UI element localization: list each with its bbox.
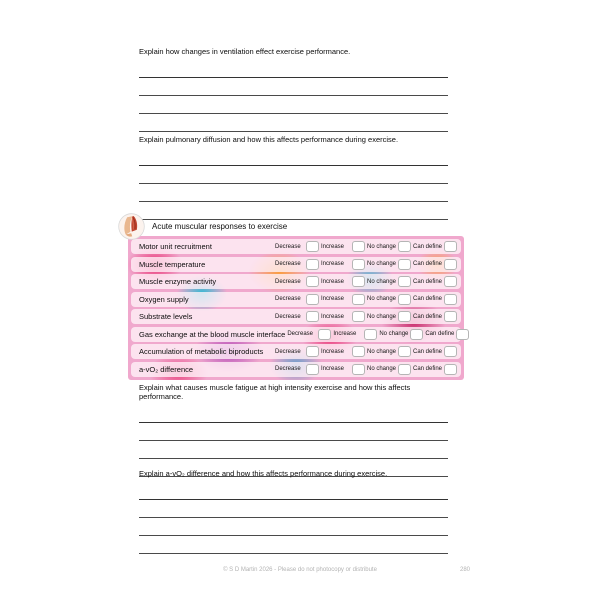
option-label: Decrease: [275, 243, 301, 250]
row-label: Oxygen supply: [139, 294, 189, 304]
option-label: No change: [367, 296, 397, 302]
option-label: Can define: [413, 243, 443, 250]
row-label: Muscle temperature: [139, 259, 206, 269]
option-checkbox[interactable]: [306, 294, 319, 305]
response-option: [367, 259, 411, 270]
response-option: [321, 276, 365, 287]
option-checkbox[interactable]: [306, 259, 319, 270]
response-option: [413, 294, 457, 305]
row-options: [273, 346, 457, 357]
response-option: [275, 294, 319, 305]
response-option: [425, 329, 469, 340]
answer-lines: [139, 148, 448, 220]
option-label: Increase: [333, 331, 357, 337]
option-label: Increase: [321, 366, 345, 372]
option-label: Decrease: [275, 278, 301, 285]
answer-lines: [139, 482, 448, 554]
row-options: [273, 311, 457, 322]
response-option: [367, 311, 411, 322]
response-option: [321, 364, 365, 375]
option-label: Decrease: [275, 313, 301, 320]
response-option: [275, 346, 319, 357]
response-option: [321, 259, 365, 270]
option-checkbox[interactable]: [444, 311, 457, 322]
response-option: [367, 346, 411, 357]
response-table: [128, 216, 464, 380]
table-row: [131, 309, 461, 324]
table-row: [131, 344, 461, 359]
option-label: Increase: [321, 296, 345, 302]
table-row: [131, 327, 461, 342]
row-label: Motor unit recruitment: [139, 242, 212, 251]
option-checkbox[interactable]: [444, 364, 457, 375]
option-checkbox[interactable]: [398, 259, 411, 270]
response-option: [287, 329, 331, 340]
row-options: [273, 259, 457, 270]
copyright-text: © S D Martin 2026 - Please do not photocopy or distribute: [223, 567, 377, 573]
option-checkbox[interactable]: [352, 241, 365, 252]
response-option: [275, 259, 319, 270]
response-option: [413, 311, 457, 322]
response-option: [275, 241, 319, 252]
option-label: No change: [367, 366, 397, 372]
option-checkbox[interactable]: [398, 294, 411, 305]
question-block-ventilation: [139, 47, 448, 132]
answer-line: [139, 166, 448, 184]
response-option: [321, 241, 365, 252]
option-label: No change: [379, 331, 409, 337]
table-row: [131, 274, 461, 289]
option-label: Can define: [413, 313, 443, 320]
response-table-title: Acute muscular responses to exercise: [152, 221, 288, 231]
option-checkbox[interactable]: [306, 311, 319, 322]
row-options: [273, 364, 457, 375]
option-label: Can define: [413, 348, 443, 355]
response-option: [321, 311, 365, 322]
response-option: [413, 259, 457, 270]
row-options: [273, 241, 457, 252]
table-row: [131, 362, 461, 377]
option-checkbox[interactable]: [306, 346, 319, 357]
answer-line: [139, 482, 448, 500]
option-label: Can define: [413, 278, 443, 285]
response-option: [413, 364, 457, 375]
option-label: Can define: [413, 261, 443, 267]
answer-line: [139, 536, 448, 554]
option-checkbox[interactable]: [398, 364, 411, 375]
answer-line: [139, 78, 448, 96]
option-checkbox[interactable]: [398, 241, 411, 252]
question-block-avo2-difference: [139, 469, 448, 554]
option-checkbox[interactable]: [410, 329, 423, 340]
response-option: [413, 276, 457, 287]
response-option: [367, 364, 411, 375]
option-label: Increase: [321, 261, 345, 267]
row-options: [273, 294, 457, 305]
option-label: No change: [367, 261, 397, 267]
question-block-muscle-fatigue: [139, 383, 448, 477]
option-checkbox[interactable]: [364, 329, 377, 340]
answer-lines: [139, 405, 448, 477]
row-label: a-vO₂ difference: [139, 364, 194, 374]
option-checkbox[interactable]: [352, 364, 365, 375]
row-options: [273, 276, 457, 287]
question-prompt: Explain how changes in ventilation effect exercise performance.: [139, 47, 351, 56]
option-checkbox[interactable]: [444, 276, 457, 287]
row-label: Substrate levels: [139, 312, 193, 321]
option-checkbox[interactable]: [352, 276, 365, 287]
answer-lines: [139, 60, 448, 132]
response-option: [275, 276, 319, 287]
option-checkbox[interactable]: [444, 241, 457, 252]
answer-line: [139, 500, 448, 518]
table-row: [131, 257, 461, 272]
option-label: Decrease: [287, 331, 314, 337]
option-checkbox[interactable]: [306, 276, 319, 287]
response-option: [413, 346, 457, 357]
response-table-header: [128, 216, 464, 236]
option-label: Decrease: [275, 366, 301, 372]
answer-line: [139, 96, 448, 114]
answer-line: [139, 405, 448, 423]
table-row: [131, 292, 461, 307]
answer-line: [139, 114, 448, 132]
option-checkbox[interactable]: [352, 311, 365, 322]
question-prompt: Explain pulmonary diffusion and how this affects performance during exercise.: [139, 135, 399, 144]
option-label: Increase: [321, 243, 345, 250]
response-option: [367, 294, 411, 305]
flexed-arm-muscle-icon: [118, 213, 145, 240]
option-label: Can define: [413, 296, 443, 302]
option-label: No change: [367, 313, 397, 320]
answer-line: [139, 441, 448, 459]
option-label: Increase: [321, 278, 345, 285]
response-option: [413, 241, 457, 252]
response-option: [379, 329, 423, 340]
page-footer: [0, 567, 600, 579]
option-checkbox[interactable]: [398, 311, 411, 322]
answer-line: [139, 423, 448, 441]
answer-line: [139, 184, 448, 202]
option-label: Decrease: [275, 296, 301, 302]
option-checkbox[interactable]: [398, 346, 411, 357]
option-checkbox[interactable]: [318, 329, 331, 340]
row-options: [285, 329, 469, 340]
row-label: Muscle enzyme activity: [139, 277, 217, 286]
option-label: Decrease: [275, 261, 301, 267]
option-checkbox[interactable]: [352, 294, 365, 305]
option-label: No change: [367, 278, 397, 285]
response-option: [333, 329, 377, 340]
option-checkbox[interactable]: [398, 276, 411, 287]
answer-line: [139, 148, 448, 166]
response-option: [275, 311, 319, 322]
option-label: No change: [367, 348, 397, 355]
row-label: Gas exchange at the blood muscle interface: [139, 329, 286, 339]
option-label: Increase: [321, 313, 345, 320]
page-number: 280: [459, 567, 470, 573]
response-table-body: [128, 236, 464, 380]
option-label: Can define: [425, 331, 455, 337]
response-option: [321, 346, 365, 357]
option-checkbox[interactable]: [456, 329, 469, 340]
option-checkbox[interactable]: [444, 346, 457, 357]
response-option: [275, 364, 319, 375]
question-block-pulmonary-diffusion: [139, 135, 448, 220]
answer-line: [139, 60, 448, 78]
option-checkbox[interactable]: [444, 259, 457, 270]
option-checkbox[interactable]: [306, 241, 319, 252]
question-prompt: Explain a-vO₂ difference and how this affects performance during exercise.: [139, 469, 388, 478]
option-label: Can define: [413, 366, 443, 372]
option-checkbox[interactable]: [444, 294, 457, 305]
option-checkbox[interactable]: [352, 346, 365, 357]
option-label: Increase: [321, 348, 345, 355]
response-option: [367, 241, 411, 252]
option-label: No change: [367, 243, 397, 250]
table-row: [131, 239, 461, 254]
response-option: [367, 276, 411, 287]
answer-line: [139, 518, 448, 536]
row-label: Accumulation of metabolic biproducts: [139, 347, 264, 356]
option-checkbox[interactable]: [306, 364, 319, 375]
option-checkbox[interactable]: [352, 259, 365, 270]
response-option: [321, 294, 365, 305]
question-prompt: Explain what causes muscle fatigue at high intensity exercise and how this affects performance.: [139, 383, 411, 401]
option-label: Decrease: [275, 348, 301, 355]
